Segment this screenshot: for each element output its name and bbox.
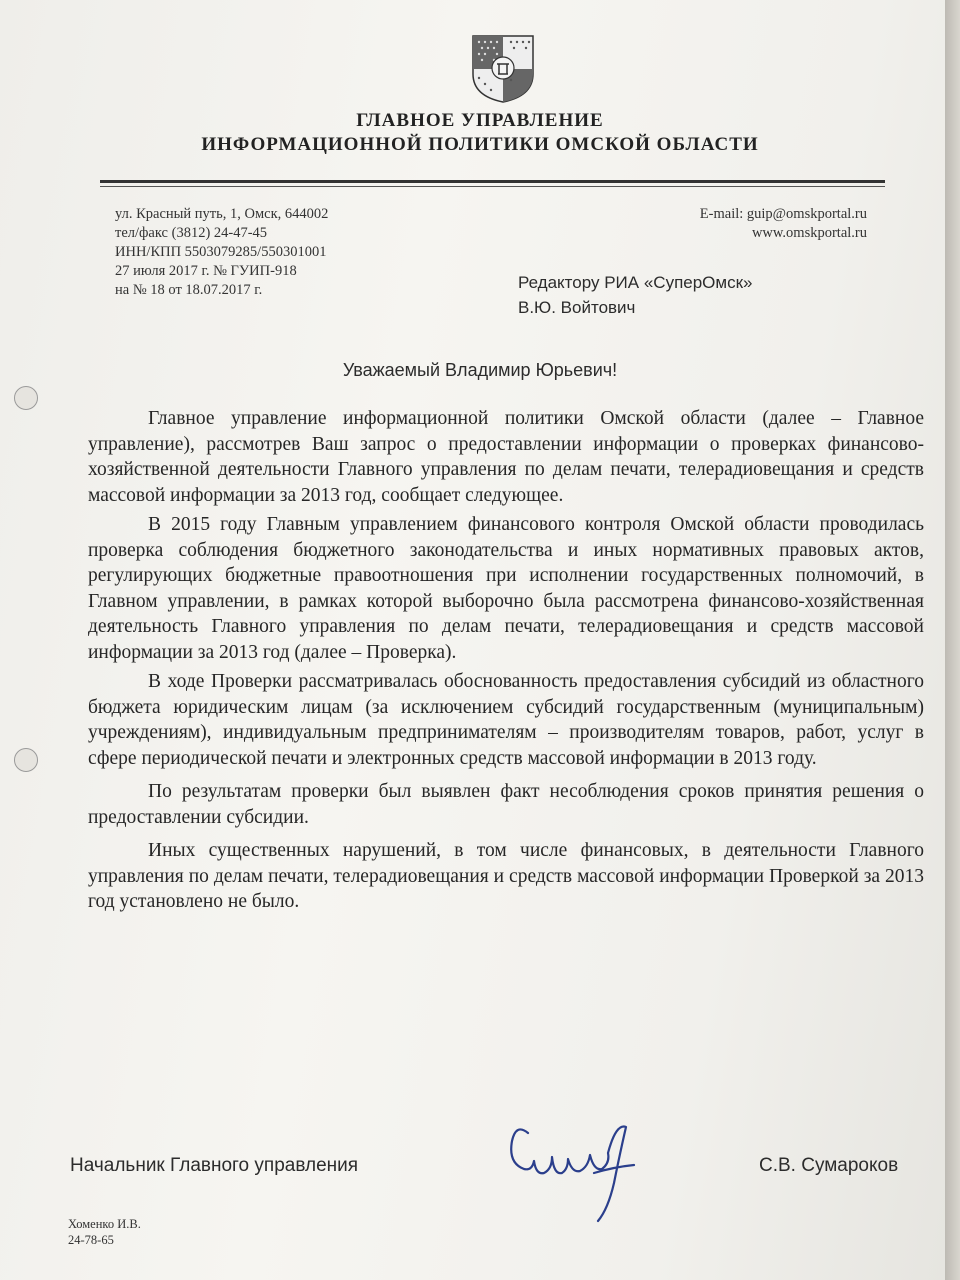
executor-phone: 24-78-65 xyxy=(68,1233,114,1247)
recipient-title: Редактору РИА «СуперОмск» xyxy=(518,273,753,292)
paragraph: По результатам проверки был выявлен факт несоблюдения сроков принятия решения о предоставлении субсидии. xyxy=(88,781,924,828)
recipient-block xyxy=(518,270,752,320)
email-line: E-mail: guip@omskportal.ru xyxy=(699,206,867,222)
inn-line: ИНН/КПП 5503079285/550301001 xyxy=(115,244,327,260)
header-rule-thick xyxy=(100,180,885,183)
paragraph: В 2015 году Главным управлением финансового контроля Омской области проводилась проверка соблюдения бюджетного законодательства и иных нормативных правовых актов, регулирующих бюджетные правоотношения при исполнении государственных полномочий, в Главном управлении, в рамках которой выборочно была рассмотрена финансово-хозяйственная деятельность Главного управления по делам печати, телерадиовещания и средств массовой информации за 2013 год (далее – Проверка). xyxy=(88,514,924,663)
sender-address-block xyxy=(115,205,328,300)
org-name-line1: ГЛАВНОЕ УПРАВЛЕНИЕ xyxy=(356,110,604,131)
executor-name: Хоменко И.В. xyxy=(68,1217,141,1231)
signatory-position: Начальник Главного управления xyxy=(70,1155,359,1176)
reference-number: на № 18 от 18.07.2017 г. xyxy=(115,282,263,298)
signatory-name: С.В. Сумароков xyxy=(759,1155,899,1176)
letter-body xyxy=(88,406,924,919)
website-line: www.omskportal.ru xyxy=(751,225,867,241)
punch-hole-bottom xyxy=(14,748,38,772)
handwritten-signature xyxy=(498,1113,648,1223)
paragraph: В ходе Проверки рассматривалась обоснованность предоставления субсидий из областного бюджета юридическим лицам (за исключением субсидий государственным (муниципальным) учреждениям), индивидуальным предпринимателям – производителям товаров, работ, услуг в сфере периодической печати и электронных средств массовой информации в 2013 году. xyxy=(88,671,924,769)
page-edge-shadow xyxy=(945,0,960,1280)
header-rule-thin xyxy=(100,186,885,187)
executor-block xyxy=(68,1216,141,1248)
phone-line: тел/факс (3812) 24-47-45 xyxy=(115,225,268,241)
outgoing-number: 27 июля 2017 г. № ГУИП-918 xyxy=(115,263,297,279)
paragraph: Иных существенных нарушений, в том числе финансовых, в деятельности Главного управления по делам печати, телерадиовещания и средств массовой информации Проверкой за 2013 год установлено не было. xyxy=(88,840,924,912)
paragraph: Главное управление информационной политики Омской области (далее – Главное управление), рассмотрев Ваш запрос о предоставлении информации о проверках финансово-хозяйственной деятельности Главного управления по делам печати, телерадиовещания и средств массовой информации за 2013 год, сообщает следующее. xyxy=(88,408,924,506)
org-name-line2: ИНФОРМАЦИОННОЙ ПОЛИТИКИ ОМСКОЙ ОБЛАСТИ xyxy=(201,134,759,155)
address-line: ул. Красный путь, 1, Омск, 644002 xyxy=(115,206,329,222)
recipient-name: В.Ю. Войтович xyxy=(518,298,636,317)
contact-block xyxy=(700,205,867,243)
coat-of-arms-emblem xyxy=(471,34,535,104)
greeting: Уважаемый Владимир Юрьевич! xyxy=(342,360,618,380)
punch-hole-top xyxy=(14,386,38,410)
